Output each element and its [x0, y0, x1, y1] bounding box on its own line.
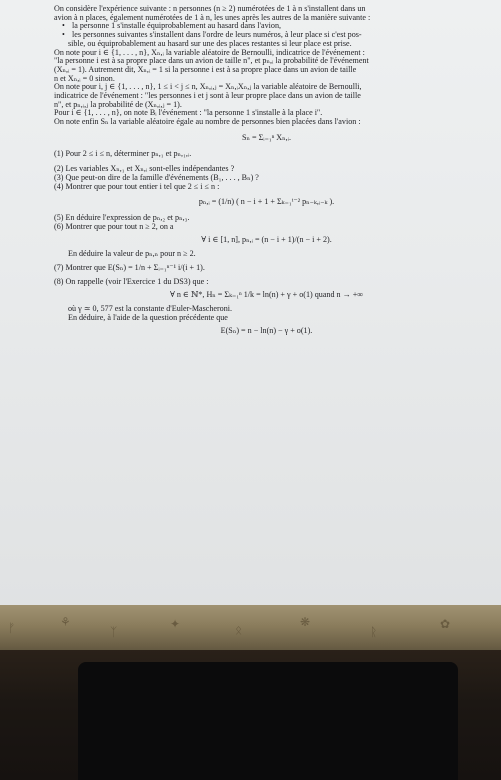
definition-line: Pour i ∈ {1, . . . , n}, on note Bᵢ l'événement : "la personne 1 s'installe à la place i".: [54, 108, 323, 118]
carved-glyph-icon: ᚠ: [8, 621, 16, 635]
bullet-item: • les personnes suivantes s'installent dans l'ordre de leurs numéros, à leur place si c'est pos-: [62, 30, 362, 40]
formula-expectation: E(Sₙ) = n − ln(n) − γ + o(1).: [220, 326, 313, 336]
dark-fabric: [78, 662, 458, 780]
formula-pni: ∀ i ∈ [1, n], pₙ,ᵢ = (n − i + 1)/(n − i + 2).: [201, 235, 332, 245]
question-5: (5) En déduire l'expression de pₙ,₂ et pₙ,₃.: [54, 213, 190, 223]
carved-glyph-icon: ❋: [300, 615, 311, 629]
question-7: (7) Montrer que E(Sₙ) = 1/n + Σᵢ₌₁ⁿ⁻¹ i/(i + 1).: [54, 262, 205, 272]
carved-glyph-icon: ⚘: [60, 615, 71, 629]
bullet-continuation: sible, ou équiprobablement au hasard sur une des places restantes si leur place est prise.: [68, 38, 352, 48]
question-6-followup: En déduire la valeur de pₙ,ₙ pour n ≥ 2.: [68, 249, 196, 259]
definition-line: "la personne i est à sa propre place dans un avion de taille n", et pₙ,ᵢ la probabilité de l'événement: [54, 56, 369, 66]
carved-glyph-icon: ✦: [170, 617, 181, 631]
bullet-icon: •: [62, 30, 65, 40]
question-8-followup: En déduire, à l'aide de la question précédente que: [68, 312, 228, 322]
question-8: (8) On rappelle (voir l'Exercice 1 du DS3) que :: [54, 276, 209, 286]
definition-line: n", et pₙ,ᵢ,ⱼ la probabilité de (Xₙ,ᵢ,ⱼ = 1).: [54, 99, 182, 109]
formula-recurrence: pₙ,ᵢ = (1/n) ( n − i + 1 + Σₖ₌₁ⁱ⁻² pₙ₋ₖ,ᵢ₋ₖ ).: [198, 197, 335, 207]
question-4: (4) Montrer que pour tout entier i tel que 2 ≤ i ≤ n :: [54, 181, 220, 191]
carved-glyph-icon: ✿: [440, 617, 451, 631]
definition-line: On note pour i, j ∈ {1, . . . , n}, 1 ≤ i < j ≤ n, Xₙ,ᵢ,ⱼ = Xₙ,ᵢXₙ,ⱼ la variable aléatoire de Bernoulli,: [54, 82, 362, 92]
formula-sn: Sₙ = Σᵢ₌₁ⁿ Xₙ,ᵢ.: [241, 132, 292, 142]
definition-line: n et Xₙ,ᵢ = 0 sinon.: [54, 73, 115, 83]
question-2: (2) Les variables Xₙ,₁ et Xₙ,ᵢ sont-elles indépendantes ?: [54, 164, 235, 174]
bullet-item: • la personne 1 s'installe équiprobablement au hasard dans l'avion,: [62, 21, 282, 31]
intro-line: avion à n places, également numérotées de 1 à n, les unes après les autres de la manière suivante :: [54, 12, 371, 22]
formula-harmonic: ∀ n ∈ ℕ*, Hₙ = Σₖ₌₁ⁿ 1/k = ln(n) + γ + o(1) quand n → +∞: [169, 290, 364, 300]
carved-glyph-icon: ᛉ: [110, 625, 118, 639]
intro-line: On considère l'expérience suivante : n personnes (n ≥ 2) numérotées de 1 à n s'installent dans un: [54, 4, 366, 13]
carved-glyph-icon: ᚱ: [370, 625, 378, 639]
definition-line: On note pour i ∈ {1, . . . , n}, Xₙ,ᵢ la variable aléatoire de Bernoulli, indicatrice de l'événement :: [54, 47, 365, 57]
definition-line: (Xₙ,ᵢ = 1). Autrement dit, Xₙ,ᵢ = 1 si la personne i est à sa propre place dans un avion de taille: [54, 64, 357, 74]
question-3: (3) Que peut-on dire de la famille d'événements (B₁, . . . , Bₙ) ?: [54, 172, 259, 182]
carved-glyph-icon: ᛟ: [235, 623, 243, 637]
euler-constant-note: où γ ≃ 0, 577 est la constante d'Euler-Mascheroni.: [68, 303, 233, 313]
bullet-icon: •: [62, 21, 65, 31]
question-6: (6) Montrer que pour tout n ≥ 2, on a: [54, 221, 174, 231]
exercise-text: [54, 5, 479, 336]
question-1: (1) Pour 2 ≤ i ≤ n, déterminer pₙ,₁ et pₙ,₁,ᵢ.: [54, 148, 192, 158]
definition-line: indicatrice de l'événement : "les personnes i et j sont à leur propre place dans un avion de taille: [54, 91, 361, 101]
definition-line: On note enfin Sₙ la variable aléatoire égale au nombre de personnes bien placées dans l'avion :: [54, 117, 361, 127]
